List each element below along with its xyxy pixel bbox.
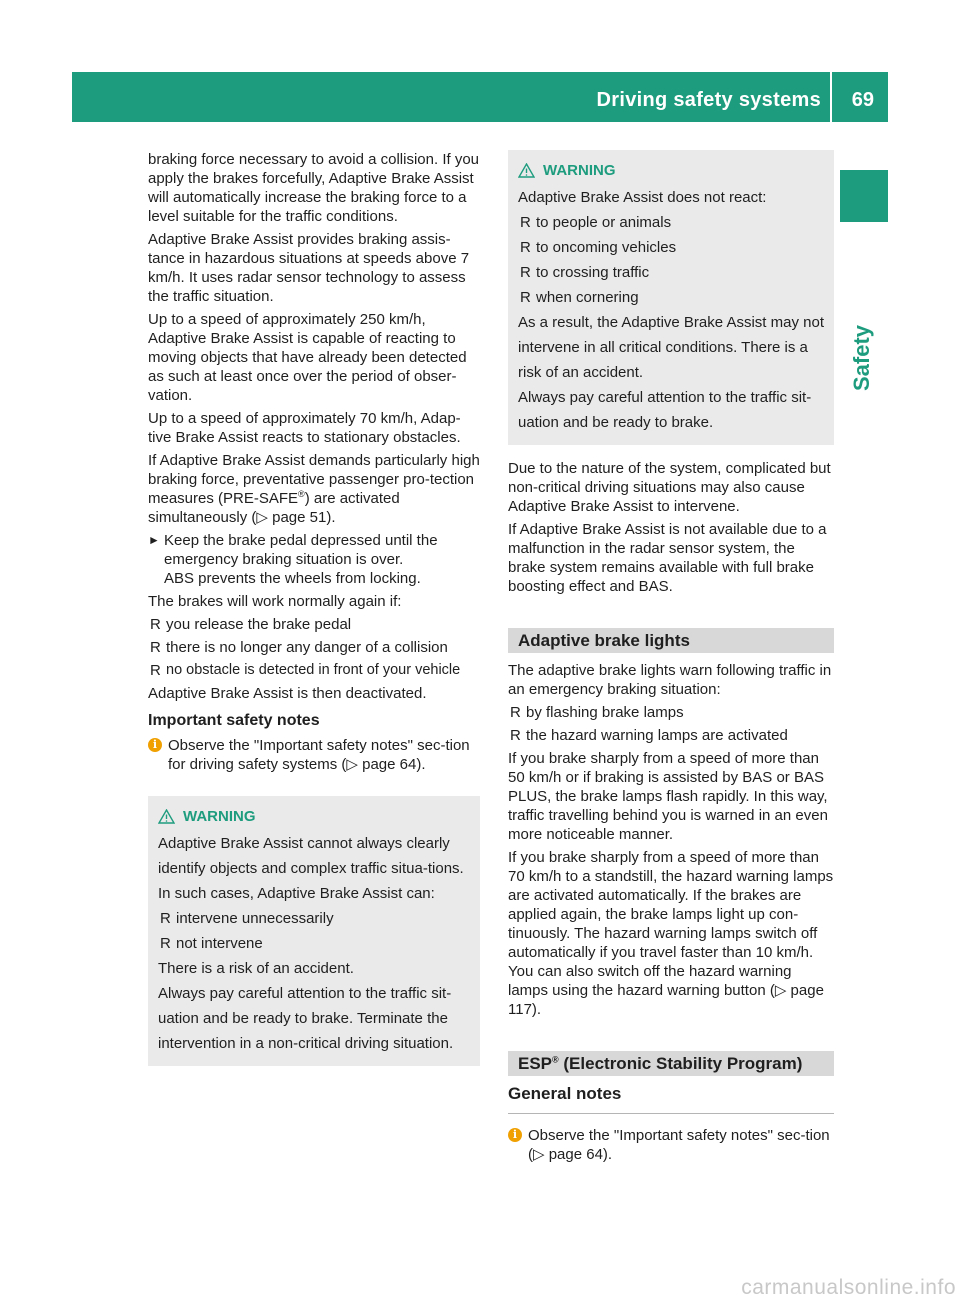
registered-mark: ® — [298, 489, 305, 499]
page-ref-arrow-icon: ▷ — [533, 1146, 545, 1163]
section-heading — [508, 1051, 834, 1076]
page-ref-arrow-icon: ▷ — [774, 982, 787, 999]
header-title: Driving safety systems — [596, 89, 821, 111]
page-ref-arrow-icon: ▷ — [346, 756, 358, 773]
registered-mark: ® — [552, 1054, 559, 1065]
list-item-text: to people or animals — [536, 214, 672, 231]
list-item — [148, 661, 480, 680]
instruction-step — [148, 531, 480, 588]
text: Observe the "Important safety notes" sec-tion ( — [528, 1127, 830, 1163]
warning-text: Always pay careful attention to the traffic sit-uation and be ready to brake. Terminate the intervention in a non-critical driving situation. — [158, 985, 454, 1052]
step-text: Keep the brake pedal depressed until the emergency braking situation is over. — [164, 532, 438, 568]
header-bar — [72, 72, 888, 122]
page-number: 69 — [851, 89, 874, 111]
bullet-icon: R — [160, 935, 171, 952]
warning-title: WARNING — [183, 808, 256, 825]
step-arrow-icon: ► — [148, 533, 160, 547]
text: Observe the "Important safety notes" sec-tion for driving safety systems ( — [168, 737, 470, 773]
bullet-icon: R — [520, 239, 531, 256]
warning-text: Adaptive Brake Assist does not react: — [518, 189, 767, 206]
warning-text: There is a risk of an accident. — [158, 960, 354, 977]
warning-heading — [158, 804, 470, 829]
paragraph: braking force necessary to avoid a collision. If you apply the brakes forcefully, Adaptive Brake Assist will automatically increase the braking force to a level suitable for the traffic conditions. — [148, 151, 480, 225]
list-item-text: there is no longer any danger of a collision — [166, 639, 448, 656]
right-column — [508, 150, 834, 1168]
paragraph: If Adaptive Brake Assist is not available due to a malfunction in the radar sensor system, the brake system remains available with full brake boosting effect and BAS. — [508, 521, 827, 595]
paragraph: The brakes will work normally again if: — [148, 593, 402, 610]
page-ref-arrow-icon: ▷ — [256, 509, 268, 526]
left-column — [148, 150, 480, 1066]
warning-heading — [518, 158, 824, 183]
paragraph: The adaptive brake lights warn following traffic in an emergency braking situation: — [508, 662, 832, 698]
warning-text: Adaptive Brake Assist cannot always clearly identify objects and complex traffic situa-tions. — [158, 835, 464, 877]
text: ESP — [518, 1054, 553, 1073]
page-reference-link[interactable]: page 64). — [544, 1146, 613, 1163]
warning-box — [148, 796, 480, 1066]
list-item-text: to oncoming vehicles — [536, 239, 677, 256]
bullet-icon: R — [520, 264, 531, 281]
warning-text: Always pay careful attention to the traffic sit-uation and be ready to brake. — [518, 389, 812, 431]
text: ) are activated simultaneously ( — [148, 490, 400, 526]
paragraph: Adaptive Brake Assist is then deactivated. — [148, 685, 427, 702]
section-label: Safety — [849, 324, 874, 392]
list-item — [518, 210, 824, 235]
list-item — [148, 615, 480, 634]
warning-triangle-icon — [518, 163, 535, 178]
list-item — [508, 726, 834, 745]
subheading: Important safety notes — [148, 712, 320, 729]
list-item — [518, 235, 824, 260]
bullet-icon: R — [150, 616, 161, 633]
warning-title: WARNING — [543, 162, 616, 179]
list-item — [518, 260, 824, 285]
text: (Electronic Stability Program) — [558, 1054, 803, 1073]
subheading: General notes — [508, 1084, 834, 1114]
paragraph: Due to the nature of the system, complicated but non-critical driving situations may also cause Adaptive Brake Assist to intervene. — [508, 460, 831, 515]
watermark: carmanualsonline.info — [741, 1276, 956, 1299]
step-result: ABS prevents the wheels from locking. — [164, 570, 421, 587]
header-divider — [830, 72, 832, 122]
warning-text: In such cases, Adaptive Brake Assist can: — [158, 885, 435, 902]
page-reference-link[interactable]: page 117). — [508, 982, 824, 1018]
info-text — [168, 736, 480, 774]
info-text — [528, 1126, 834, 1164]
info-note — [148, 736, 480, 774]
list-item — [508, 703, 834, 722]
page-reference-link[interactable]: page 51). — [267, 509, 336, 526]
paragraph — [508, 848, 834, 1019]
paragraph: Adaptive Brake Assist provides braking assis-tance in hazardous situations at speeds above 7 km/h. It uses radar sensor technology to assess the traffic situation. — [148, 231, 470, 305]
bullet-icon: R — [160, 910, 171, 927]
paragraph: If you brake sharply from a speed of more than 50 km/h or if braking is assisted by BAS or BAS PLUS, the brake lamps flash rapidly. In this way, traffic travelling behind you is warned in an even more noticeable manner. — [508, 750, 828, 843]
page-reference-link[interactable]: page 64). — [357, 756, 426, 773]
text: If Adaptive Brake Assist demands particularly high braking force, preventative passenger pro-tection measures (PRE-SAFE — [148, 452, 480, 507]
list-item-text: the hazard warning lamps are activated — [526, 727, 788, 744]
bullet-icon: R — [520, 214, 531, 231]
bullet-icon: R — [150, 639, 161, 656]
warning-box — [508, 150, 834, 445]
list-item — [158, 906, 470, 931]
list-item-text: intervene unnecessarily — [176, 910, 334, 927]
text: If you brake sharply from a speed of more than 70 km/h to a standstill, the hazard warning lamps are activated automatically. If the brakes are applied again, the brake lamps light up con-tinuously. The hazard warning lamps switch off automatically if you travel faster than 10 km/h. You can also switch off the hazard warning lamps using the hazard warning button ( — [508, 849, 834, 999]
info-note — [508, 1126, 834, 1164]
bullet-icon: R — [520, 289, 531, 306]
paragraph: Up to a speed of approximately 70 km/h, Adap-tive Brake Assist reacts to stationary obstacles. — [148, 410, 461, 446]
list-item-text: by flashing brake lamps — [526, 704, 684, 721]
list-item-text: when cornering — [536, 289, 639, 306]
warning-text: As a result, the Adaptive Brake Assist may not intervene in all critical conditions. There is a risk of an accident. — [518, 314, 824, 381]
list-item — [518, 285, 824, 310]
list-item-text: you release the brake pedal — [166, 616, 352, 633]
bullet-icon: R — [510, 704, 521, 721]
info-icon: i — [148, 738, 162, 752]
bullet-icon: R — [510, 727, 521, 744]
list-item — [158, 931, 470, 956]
section-tab-marker — [840, 170, 888, 222]
list-item-text: to crossing traffic — [536, 264, 650, 281]
bullet-icon: R — [150, 662, 161, 679]
info-icon: i — [508, 1128, 522, 1142]
list-item-text: no obstacle is detected in front of your vehicle — [166, 662, 461, 678]
section-heading: Adaptive brake lights — [508, 628, 834, 653]
list-item — [148, 638, 480, 657]
list-item-text: not intervene — [176, 935, 263, 952]
paragraph: Up to a speed of approximately 250 km/h, Adaptive Brake Assist is capable of reacting to moving objects that have already been detected as such at least once over the period of obser-vation. — [148, 311, 467, 404]
warning-triangle-icon — [158, 809, 175, 824]
paragraph — [148, 451, 480, 527]
